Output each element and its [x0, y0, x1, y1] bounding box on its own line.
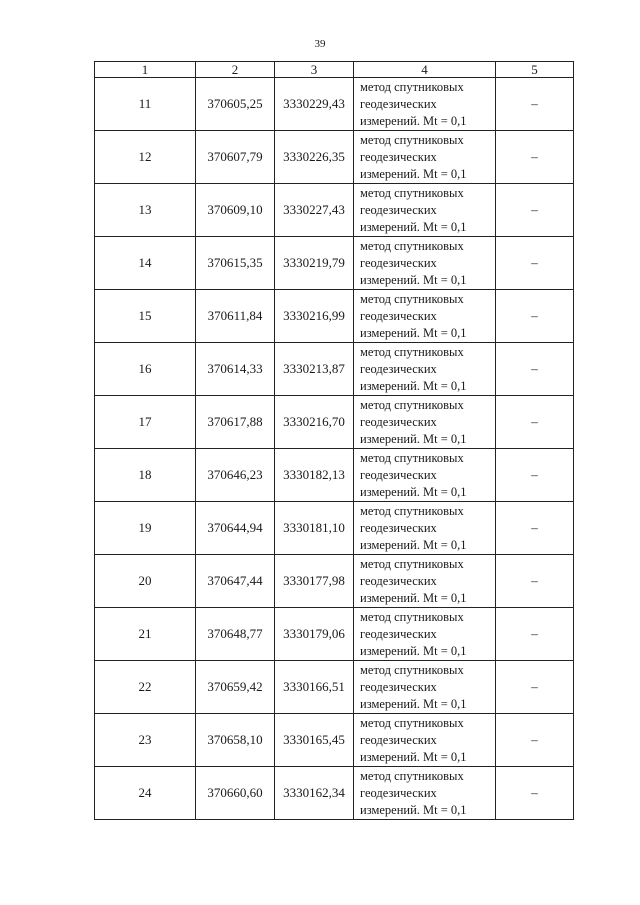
- x-coordinate-cell: 370607,79: [196, 131, 275, 184]
- x-coordinate-cell: 370615,35: [196, 237, 275, 290]
- method-line: метод спутниковых: [360, 185, 464, 200]
- table-row: [95, 555, 574, 608]
- method-line: измерений. Mt = 0,1: [360, 537, 467, 552]
- method-line: метод спутниковых: [360, 291, 464, 306]
- point-number-cell: 20: [95, 555, 196, 608]
- point-number-cell: 15: [95, 290, 196, 343]
- method-line: метод спутниковых: [360, 132, 464, 147]
- method-line: метод спутниковых: [360, 609, 464, 624]
- method-line: геодезических: [360, 679, 437, 694]
- method-line: метод спутниковых: [360, 79, 464, 94]
- method-cell: [354, 661, 496, 714]
- method-line: геодезических: [360, 467, 437, 482]
- note-cell: –: [496, 131, 574, 184]
- header-cell: 3: [275, 62, 354, 78]
- y-coordinate-cell: 3330216,70: [275, 396, 354, 449]
- table-row: [95, 290, 574, 343]
- method-cell: [354, 608, 496, 661]
- method-line: геодезических: [360, 308, 437, 323]
- method-cell: [354, 396, 496, 449]
- header-cell: 1: [95, 62, 196, 78]
- method-cell: [354, 184, 496, 237]
- coordinates-table: [94, 61, 574, 820]
- x-coordinate-cell: 370614,33: [196, 343, 275, 396]
- x-coordinate-cell: 370646,23: [196, 449, 275, 502]
- note-cell: –: [496, 78, 574, 131]
- header-cell: 5: [496, 62, 574, 78]
- y-coordinate-cell: 3330216,99: [275, 290, 354, 343]
- method-line: измерений. Mt = 0,1: [360, 696, 467, 711]
- method-line: геодезических: [360, 202, 437, 217]
- method-line: метод спутниковых: [360, 715, 464, 730]
- method-cell: [354, 78, 496, 131]
- x-coordinate-cell: 370609,10: [196, 184, 275, 237]
- method-line: измерений. Mt = 0,1: [360, 219, 467, 234]
- method-line: метод спутниковых: [360, 397, 464, 412]
- method-line: измерений. Mt = 0,1: [360, 643, 467, 658]
- x-coordinate-cell: 370611,84: [196, 290, 275, 343]
- point-number-cell: 21: [95, 608, 196, 661]
- method-line: метод спутниковых: [360, 503, 464, 518]
- table-row: [95, 131, 574, 184]
- point-number-cell: 14: [95, 237, 196, 290]
- y-coordinate-cell: 3330179,06: [275, 608, 354, 661]
- note-cell: –: [496, 767, 574, 820]
- table-header-row: [95, 62, 574, 78]
- note-cell: –: [496, 396, 574, 449]
- point-number-cell: 24: [95, 767, 196, 820]
- point-number-cell: 13: [95, 184, 196, 237]
- method-line: геодезических: [360, 573, 437, 588]
- method-cell: [354, 714, 496, 767]
- table-row: [95, 449, 574, 502]
- y-coordinate-cell: 3330219,79: [275, 237, 354, 290]
- note-cell: –: [496, 502, 574, 555]
- table-row: [95, 237, 574, 290]
- table-row: [95, 767, 574, 820]
- table-row: [95, 184, 574, 237]
- method-line: измерений. Mt = 0,1: [360, 272, 467, 287]
- method-line: метод спутниковых: [360, 238, 464, 253]
- method-line: метод спутниковых: [360, 768, 464, 783]
- header-cell: 2: [196, 62, 275, 78]
- page-number: 39: [314, 38, 326, 50]
- y-coordinate-cell: 3330229,43: [275, 78, 354, 131]
- method-line: геодезических: [360, 414, 437, 429]
- method-line: геодезических: [360, 255, 437, 270]
- point-number-cell: 11: [95, 78, 196, 131]
- header-cell: 4: [354, 62, 496, 78]
- table-row: [95, 343, 574, 396]
- method-line: измерений. Mt = 0,1: [360, 166, 467, 181]
- method-line: измерений. Mt = 0,1: [360, 113, 467, 128]
- table-row: [95, 661, 574, 714]
- y-coordinate-cell: 3330182,13: [275, 449, 354, 502]
- note-cell: –: [496, 555, 574, 608]
- method-line: измерений. Mt = 0,1: [360, 590, 467, 605]
- method-line: метод спутниковых: [360, 556, 464, 571]
- y-coordinate-cell: 3330213,87: [275, 343, 354, 396]
- table-row: [95, 396, 574, 449]
- y-coordinate-cell: 3330227,43: [275, 184, 354, 237]
- method-line: геодезических: [360, 96, 437, 111]
- x-coordinate-cell: 370647,44: [196, 555, 275, 608]
- point-number-cell: 17: [95, 396, 196, 449]
- x-coordinate-cell: 370605,25: [196, 78, 275, 131]
- x-coordinate-cell: 370659,42: [196, 661, 275, 714]
- method-line: геодезических: [360, 626, 437, 641]
- method-line: геодезических: [360, 361, 437, 376]
- method-line: геодезических: [360, 520, 437, 535]
- method-line: измерений. Mt = 0,1: [360, 484, 467, 499]
- method-line: измерений. Mt = 0,1: [360, 378, 467, 393]
- x-coordinate-cell: 370660,60: [196, 767, 275, 820]
- x-coordinate-cell: 370648,77: [196, 608, 275, 661]
- table-row: [95, 714, 574, 767]
- method-cell: [354, 449, 496, 502]
- point-number-cell: 16: [95, 343, 196, 396]
- note-cell: –: [496, 661, 574, 714]
- method-line: метод спутниковых: [360, 450, 464, 465]
- method-cell: [354, 767, 496, 820]
- note-cell: –: [496, 290, 574, 343]
- method-cell: [354, 555, 496, 608]
- method-line: геодезических: [360, 785, 437, 800]
- y-coordinate-cell: 3330165,45: [275, 714, 354, 767]
- point-number-cell: 12: [95, 131, 196, 184]
- method-line: метод спутниковых: [360, 662, 464, 677]
- y-coordinate-cell: 3330162,34: [275, 767, 354, 820]
- point-number-cell: 19: [95, 502, 196, 555]
- method-line: измерений. Mt = 0,1: [360, 431, 467, 446]
- method-cell: [354, 131, 496, 184]
- table-row: [95, 78, 574, 131]
- method-cell: [354, 237, 496, 290]
- table-row: [95, 502, 574, 555]
- x-coordinate-cell: 370658,10: [196, 714, 275, 767]
- y-coordinate-cell: 3330226,35: [275, 131, 354, 184]
- method-cell: [354, 502, 496, 555]
- x-coordinate-cell: 370617,88: [196, 396, 275, 449]
- point-number-cell: 18: [95, 449, 196, 502]
- note-cell: –: [496, 184, 574, 237]
- note-cell: –: [496, 449, 574, 502]
- table-row: [95, 608, 574, 661]
- method-line: измерений. Mt = 0,1: [360, 325, 467, 340]
- x-coordinate-cell: 370644,94: [196, 502, 275, 555]
- method-line: измерений. Mt = 0,1: [360, 802, 467, 817]
- method-cell: [354, 290, 496, 343]
- point-number-cell: 23: [95, 714, 196, 767]
- point-number-cell: 22: [95, 661, 196, 714]
- method-cell: [354, 343, 496, 396]
- y-coordinate-cell: 3330177,98: [275, 555, 354, 608]
- note-cell: –: [496, 714, 574, 767]
- y-coordinate-cell: 3330166,51: [275, 661, 354, 714]
- method-line: измерений. Mt = 0,1: [360, 749, 467, 764]
- method-line: геодезических: [360, 149, 437, 164]
- note-cell: –: [496, 237, 574, 290]
- method-line: геодезических: [360, 732, 437, 747]
- note-cell: –: [496, 608, 574, 661]
- note-cell: –: [496, 343, 574, 396]
- method-line: метод спутниковых: [360, 344, 464, 359]
- y-coordinate-cell: 3330181,10: [275, 502, 354, 555]
